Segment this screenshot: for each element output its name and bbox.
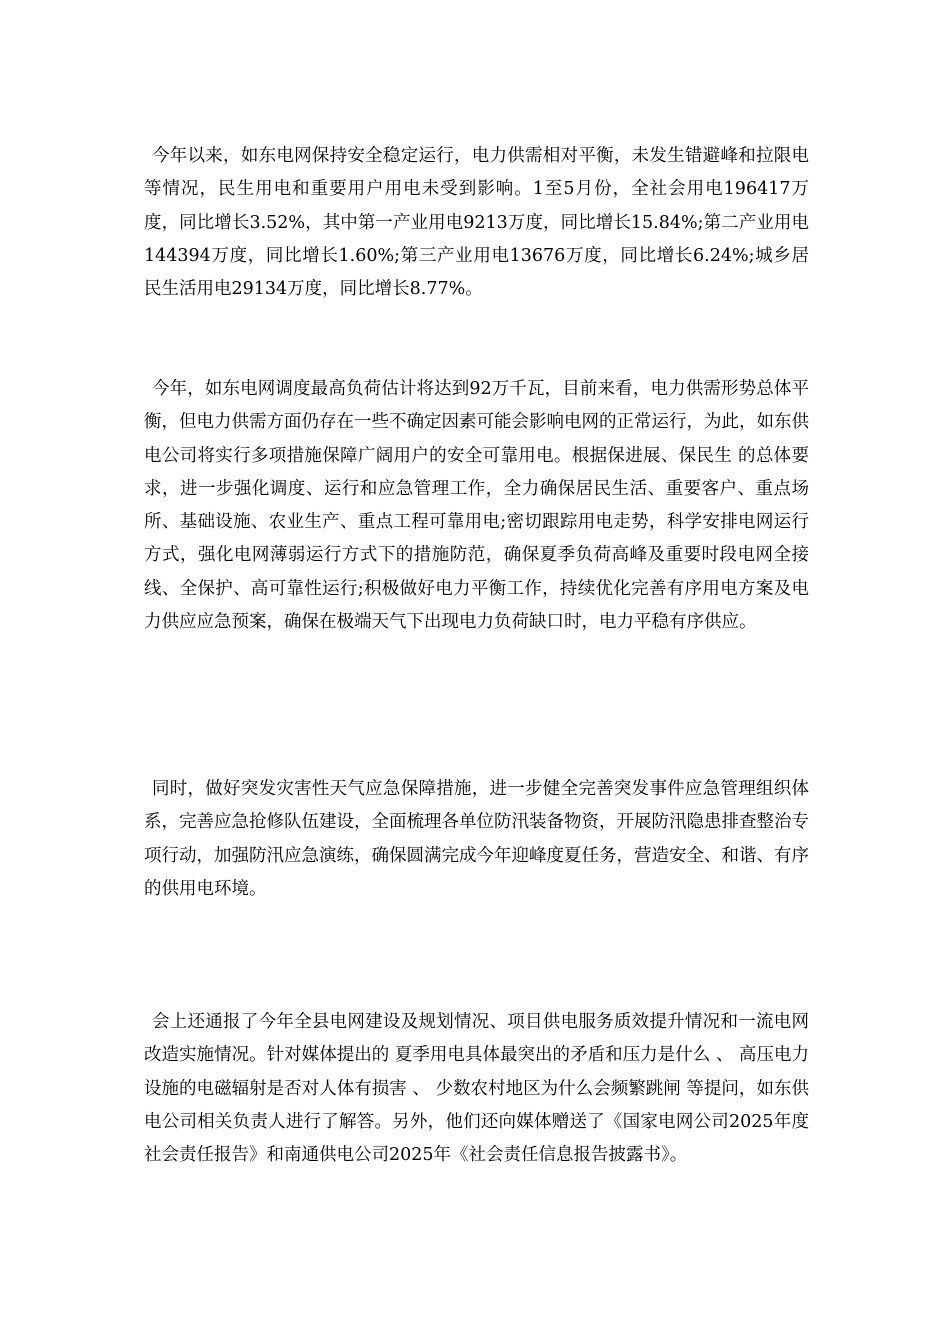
paragraph-emergency-preparedness: 同时，做好突发灾害性天气应急保障措施，进一步健全完善突发事件应急管理组织体系，完善应急抢修队伍建设，全面梳理各单位防汛装备物资，开展防汛隐患排查整治专项行动，加强防汛应急演练，确保圆满完成今年迎峰度夏任务，营造安全、和谐、有序的供用电环境。 (144, 779, 809, 899)
paragraph-meeting-briefing: 会上还通报了今年全县电网建设及规划情况、项目供电服务质效提升情况和一流电网改造实施情况。针对媒体提出的 夏季用电具体最突出的矛盾和压力是什么 、 高压电力设施的电磁辐射是否对人体有损害 、 少数农村地区为什么会频繁跳闸 等提问，如东供电公司相关负责人进行了解答。另外，他们还向媒体赠送了《国家电网公司2025年度社会责任报告》和南通供电公司2025年《社会责任信息报告披露书》。 (144, 1012, 809, 1166)
document-page (144, 0, 809, 1344)
paragraph-power-consumption-stats: 今年以来，如东电网保持安全稳定运行，电力供需相对平衡，未发生错避峰和拉限电等情况，民生用电和重要用户用电未受到影响。1至5月份，全社会用电196417万度，同比增长3.52%，其中第一产业用电9213万度，同比增长15.84%;第二产业用电144394万度，同比增长1.60%;第三产业用电13676万度，同比增长6.24%;城乡居民生活用电29134万度，同比增长8.77%。 (144, 146, 809, 300)
paragraph-peak-load-measures: 今年，如东电网调度最高负荷估计将达到92万千瓦，目前来看，电力供需形势总体平衡，但电力供需方面仍存在一些不确定因素可能会影响电网的正常运行，为此，如东供电公司将实行多项措施保障广阔用户的安全可靠用电。根据保进展、保民生 的总体要求，进一步强化调度、运行和应急管理工作，全力确保居民生活、重要客户、重点场所、基础设施、农业生产、重点工程可靠用电;密切跟踪用电走势，科学安排电网运行方式，强化电网薄弱运行方式下的措施防范，确保夏季负荷高峰及重要时段电网全接线、全保护、高可靠性运行;积极做好电力平衡工作，持续优化完善有序用电方案及电力供应应急预案，确保在极端天气下出现电力负荷缺口时，电力平稳有序供应。 (144, 379, 809, 633)
